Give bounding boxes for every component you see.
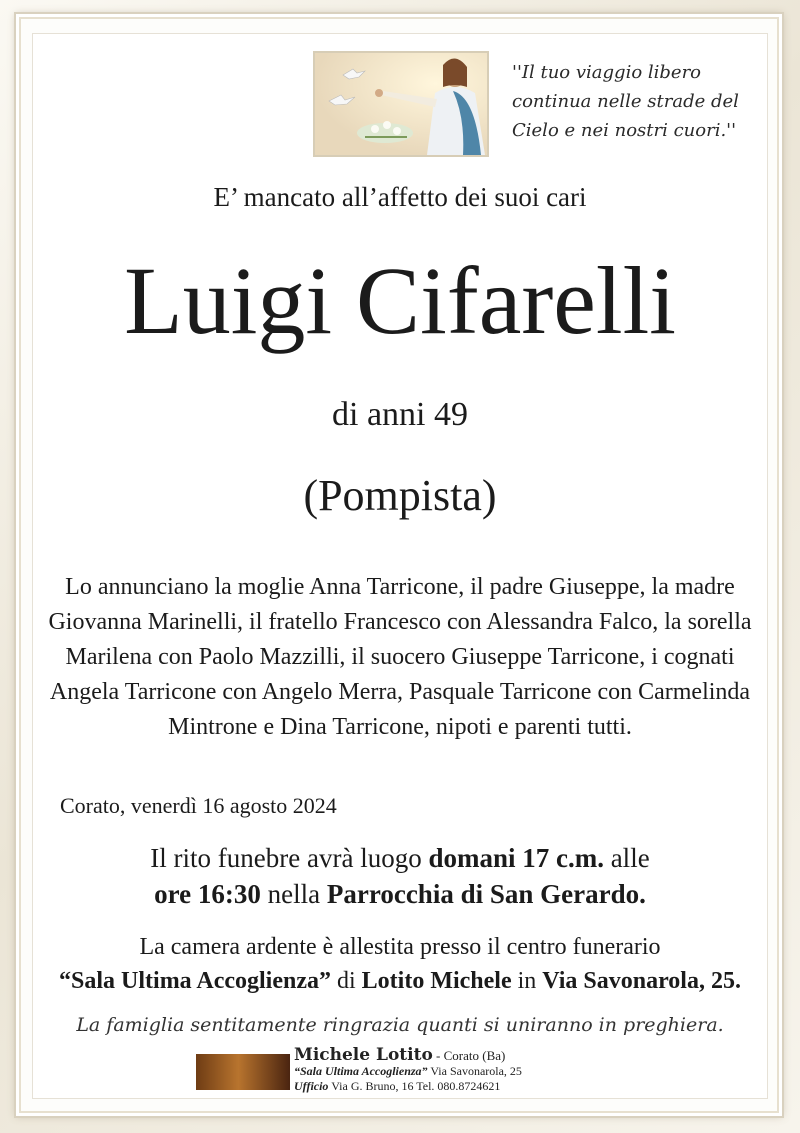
- occupation: (Pompista): [303, 471, 497, 520]
- agency-logo: [196, 1054, 290, 1090]
- agency-brand: Michele Lotito: [294, 1045, 433, 1065]
- agency-office-label: Ufficio: [294, 1079, 329, 1093]
- intro-line: E’ mancato all’affetto dei suoi cari: [213, 182, 587, 212]
- religious-image: [313, 51, 489, 157]
- place-date: Corato, venerdì 16 agosto 2024: [60, 793, 337, 818]
- memorial-quote: ''Il tuo viaggio libero continua nelle strade del Cielo e nei nostri cuori.'': [512, 62, 739, 141]
- chapel-info: [0, 930, 800, 998]
- agency-hall-address: Via Savonarola, 25: [427, 1064, 522, 1078]
- chapel-owner: Lotito Michele: [361, 968, 512, 994]
- funeral-info: [0, 840, 800, 912]
- funeral-day: domani 17 c.m.: [428, 843, 604, 873]
- jesus-with-doves-illustration: [315, 53, 487, 155]
- announcement-text: Lo annunciano la moglie Anna Tarricone, il padre Giuseppe, la madre Giovanna Marinelli, il fratello Francesco con Alessandra Falco, la sorella Marilena con Paolo Mazzilli, il suocero Giuseppe Tarricone, i cognati Angela Tarricone con Angelo Merra, Pasquale Tarricone con Carmelinda Mintrone e Dina Tarricone, nipoti e parenti tutti.: [48, 574, 752, 740]
- age-line: di anni 49: [332, 396, 468, 433]
- funeral-middle: alle: [603, 843, 650, 873]
- chapel-di: di: [330, 968, 362, 994]
- thanks-line: La famiglia sentitamente ringrazia quanti si uniranno in preghiera.: [76, 1014, 724, 1036]
- funeral-time: ore 16:30: [154, 879, 261, 909]
- agency-location: - Corato (Ba): [432, 1048, 506, 1063]
- chapel-line: La camera ardente è allestita presso il centro funerario: [139, 934, 661, 960]
- chapel-in: in: [511, 968, 543, 994]
- agency-hall: “Sala Ultima Accoglienza”: [294, 1064, 428, 1078]
- funeral-prefix: Il rito funebre avrà luogo: [150, 843, 429, 873]
- chapel-address: Via Savonarola, 25.: [542, 968, 741, 994]
- funeral-church: Parrocchia di San Gerardo.: [326, 879, 646, 909]
- chapel-name: “Sala Ultima Accoglienza”: [59, 968, 331, 994]
- funeral-joiner: nella: [260, 879, 327, 909]
- funeral-agency-ad: [294, 1045, 624, 1094]
- agency-office: Via G. Bruno, 16 Tel. 080.8724621: [328, 1079, 501, 1093]
- deceased-name: Luigi Cifarelli: [124, 247, 676, 354]
